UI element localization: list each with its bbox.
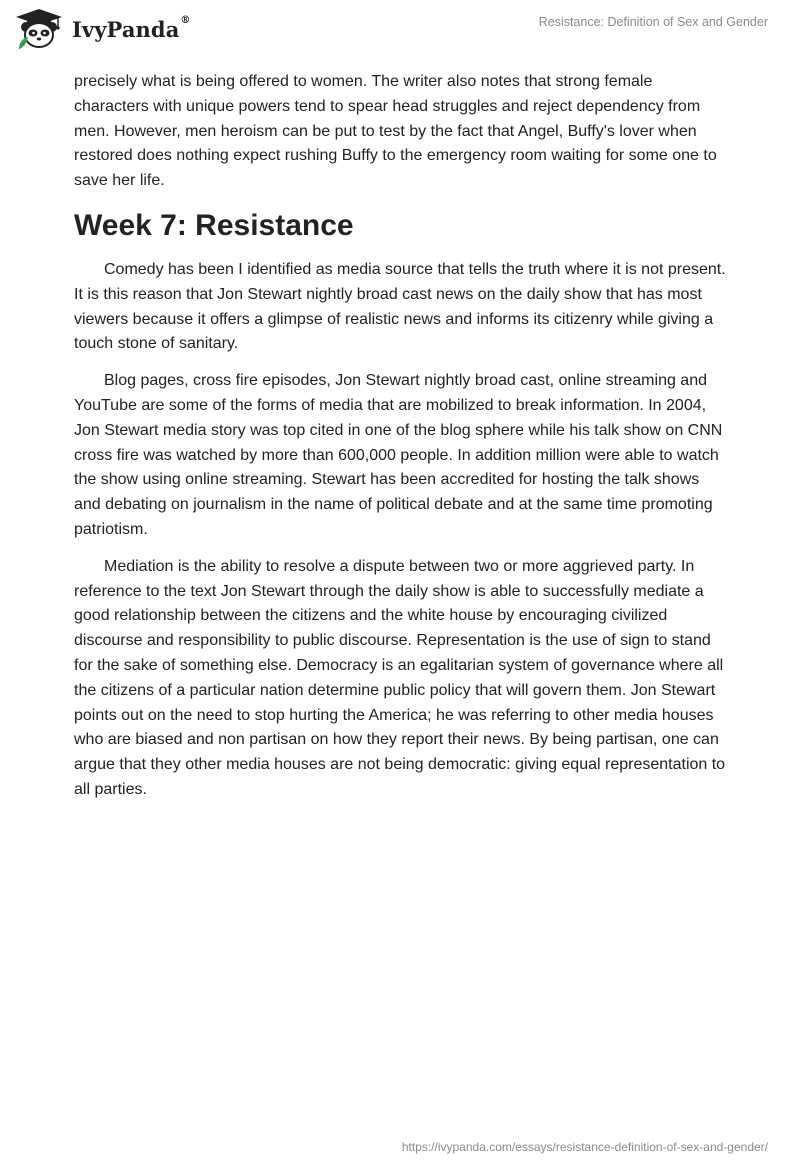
intro-paragraph: precisely what is being offered to women. The writer also notes that strong female characters with unique powers tend to spear head struggles and reject dependency from men. However, men heroism can be put to test by the fact that Angel, Buffy's lover when restored does nothing expect rushing Buffy to the emergency room waiting for some one to save her life. [74, 73, 717, 190]
document-title: Resistance: Definition of Sex and Gender [538, 15, 768, 29]
section-heading: Week 7: Resistance [74, 208, 354, 242]
essay-body [74, 70, 726, 815]
brand-name: IvyPanda® [72, 14, 191, 42]
body-paragraph: Comedy has been I identified as media source that tells the truth where it is not present. It is this reason that Jon Stewart nightly broad cast news on the daily show that has most viewers because it offers a glimpse of realistic news and informs its citizenry while giving a touch stone of sanitary. [74, 260, 726, 353]
ivypanda-logo[interactable] [14, 7, 191, 51]
body-paragraph: Blog pages, cross fire episodes, Jon Stewart nightly broad cast, online streaming and YouTube are some of the forms of media that are mobilized to break information. In 2004, Jon Stewart media story was top cited in one of the blog sphere while his talk show on CNN cross fire was watched by more than 600,000 people. In addition million were able to watch the show using online streaming. Stewart has been accredited for hosting the talk shows and debating on journalism in the name of political debate and at the same time promoting patriotism. [74, 372, 723, 538]
page-header [0, 0, 800, 64]
panda-graduate-icon [14, 7, 64, 51]
body-paragraph: Mediation is the ability to resolve a dispute between two or more aggrieved party. In reference to the text Jon Stewart through the daily show is able to successfully mediate a good relationship between the citizens and the white house by encouraging civilized discourse and responsibility to public discourse. Representation is the use of sign to stand for the sake of something else. Democracy is an egalitarian system of governance where all the citizens of a particular nation determine public policy that will govern them. Jon Stewart points out on the need to stop hurting the America; he was referring to other media houses who are biased and non partisan on how they report their news. By being partisan, one can argue that they other media houses are not being democratic: giving equal representation to all parties. [74, 557, 726, 798]
source-url[interactable]: https://ivypanda.com/essays/resistance-definition-of-sex-and-gender/ [401, 1140, 768, 1154]
